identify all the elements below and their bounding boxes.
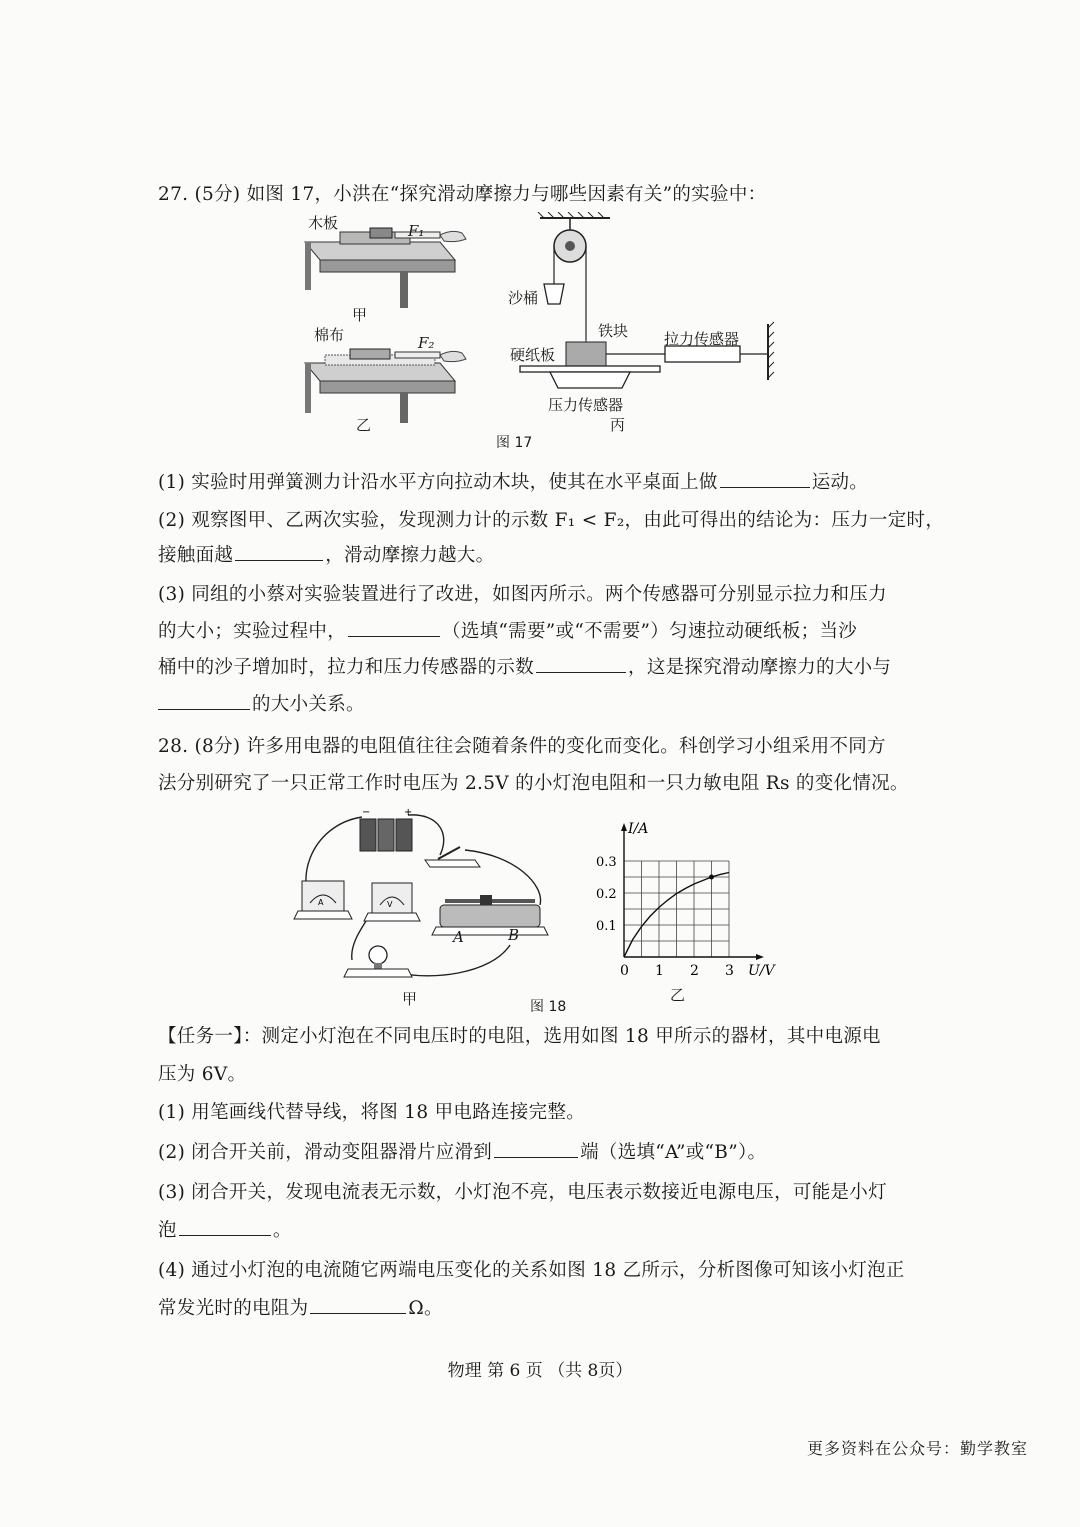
task1-line1: 【任务一】：测定小灯泡在不同电压时的电阻，选用如图 18 甲所示的器材，其中电源电 (158, 1026, 881, 1047)
label-a: A (453, 928, 464, 946)
q27-part3-line1: (3) 同组的小蔡对实验装置进行了改进，如图丙所示。两个传感器可分别显示拉力和压力 (158, 584, 887, 605)
ammeter-icon (294, 881, 352, 919)
q28-step2: (2) 闭合开关前，滑动变阻器滑片应滑到 端（选填“A”或“B”）。 (158, 1138, 766, 1164)
y-axis-arrow (621, 823, 627, 831)
y-tick-label: 0.3 (596, 855, 617, 870)
answer-blank-27-1[interactable] (720, 469, 810, 488)
y-tick-label: 0.2 (596, 887, 617, 902)
switch-icon (425, 847, 480, 867)
battery-icon (360, 807, 412, 851)
x-tick-label: 1 (655, 963, 664, 979)
answer-blank-27-3c[interactable] (158, 691, 250, 710)
q28-step3-line1: (3) 闭合开关，发现电流表无示数，小灯泡不亮，电压表示数接近电源电压，可能是小灯 (158, 1182, 887, 1203)
label-yi-17: 乙 (356, 416, 372, 434)
fig17-bing-diagram (510, 212, 780, 422)
q28-intro-line2: 法分别研究了一只正常工作时电压为 2.5V 的小灯泡电阻和一只力敏电阻 Rs 的变化情况。 (158, 773, 909, 794)
answer-blank-28-3[interactable] (179, 1217, 271, 1236)
fig18-caption: 图 18 (530, 999, 567, 1015)
chart-axes (621, 823, 764, 960)
task1-line2: 压为 6V。 (158, 1064, 247, 1085)
fig17-caption: 图 17 (496, 435, 533, 451)
chart-ticks (596, 855, 734, 979)
watermark-text: 更多资料在公众号：勤学教室 (806, 1439, 1028, 1458)
y-tick-label: 0.1 (596, 919, 617, 934)
bulb-icon (344, 946, 412, 977)
label-jia-17: 甲 (352, 306, 368, 324)
label-pressure-sensor: 压力传感器 (548, 396, 624, 414)
label-cloth: 棉布 (314, 326, 345, 344)
data-point-marker (709, 875, 714, 880)
y-axis-label: I/A (628, 821, 649, 837)
answer-blank-27-3a[interactable] (348, 618, 440, 637)
x-axis-arrow (756, 954, 764, 960)
q27-part3-line4: 的大小关系。 (158, 690, 365, 716)
q28-intro-line1: 28. (8分) 许多用电器的电阻值往往会随着条件的变化而变化。科创学习小组采用不同方 (158, 736, 886, 757)
rheostat-icon (432, 895, 548, 935)
label-f2: F₂ (418, 334, 435, 352)
q27-title: 27. (5分) 如图 17，小洪在“探究滑动摩擦力与哪些因素有关”的实验中： (158, 184, 767, 205)
x-tick-label: 2 (690, 963, 699, 979)
x-tick-label: 3 (725, 963, 734, 979)
label-b: B (508, 926, 520, 944)
label-board: 木板 (308, 214, 339, 232)
label-bucket: 沙桶 (508, 289, 539, 307)
label-yi-18: 乙 (670, 986, 686, 1004)
svg-text:V: V (387, 900, 393, 909)
q27-part1: (1) 实验时用弹簧测力计沿水平方向拉动木块，使其在水平桌面上做 运动。 (158, 468, 868, 494)
q28-step4-line1: (4) 通过小灯泡的电流随它两端电压变化的关系如图 18 乙所示，分析图像可知该小灯泡正 (158, 1260, 905, 1281)
q27-part2-line2: 接触面越 ，滑动摩擦力越大。 (158, 541, 494, 567)
label-bing: 丙 (610, 416, 626, 434)
x-tick-label: 0 (620, 963, 629, 979)
label-f1: F₁ (408, 222, 425, 240)
label-cardboard: 硬纸板 (510, 346, 556, 364)
answer-blank-28-4[interactable] (310, 1295, 406, 1314)
q28-step3-line2: 泡 。 (158, 1216, 292, 1242)
svg-text:A: A (318, 898, 324, 907)
answer-blank-27-2[interactable] (235, 542, 323, 561)
answer-blank-28-2[interactable] (494, 1139, 578, 1158)
page-footer: 物理 第 6 页 （共 8页） (447, 1361, 633, 1381)
x-axis-label: U/V (748, 963, 775, 979)
label-iron: 铁块 (598, 322, 629, 340)
q28-step1: (1) 用笔画线代替导线，将图 18 甲电路连接完整。 (158, 1102, 585, 1123)
answer-blank-27-3b[interactable] (536, 654, 626, 673)
q28-step4-line2: 常发光时的电阻为 Ω。 (158, 1294, 443, 1320)
fig17-yi-diagram (300, 335, 470, 425)
voltmeter-icon (364, 883, 420, 921)
q27-part3-line2: 的大小；实验过程中， （选填“需要”或“不需要”）匀速拉动硬纸板；当沙 (158, 617, 857, 643)
label-tension-sensor: 拉力传感器 (664, 330, 740, 348)
label-jia-18: 甲 (402, 990, 418, 1008)
svg-text:+: + (404, 807, 413, 818)
q27-part2-line1: (2) 观察图甲、乙两次实验，发现测力计的示数 F₁ < F₂，由此可得出的结论为：压力一定时， (158, 510, 945, 531)
q27-part3-line3: 桶中的沙子增加时，拉力和压力传感器的示数 ，这是探究滑动摩擦力的大小与 (158, 653, 891, 679)
fig18-jia-circuit (290, 805, 550, 990)
iv-chart (592, 815, 792, 985)
svg-text:−: − (362, 807, 371, 818)
